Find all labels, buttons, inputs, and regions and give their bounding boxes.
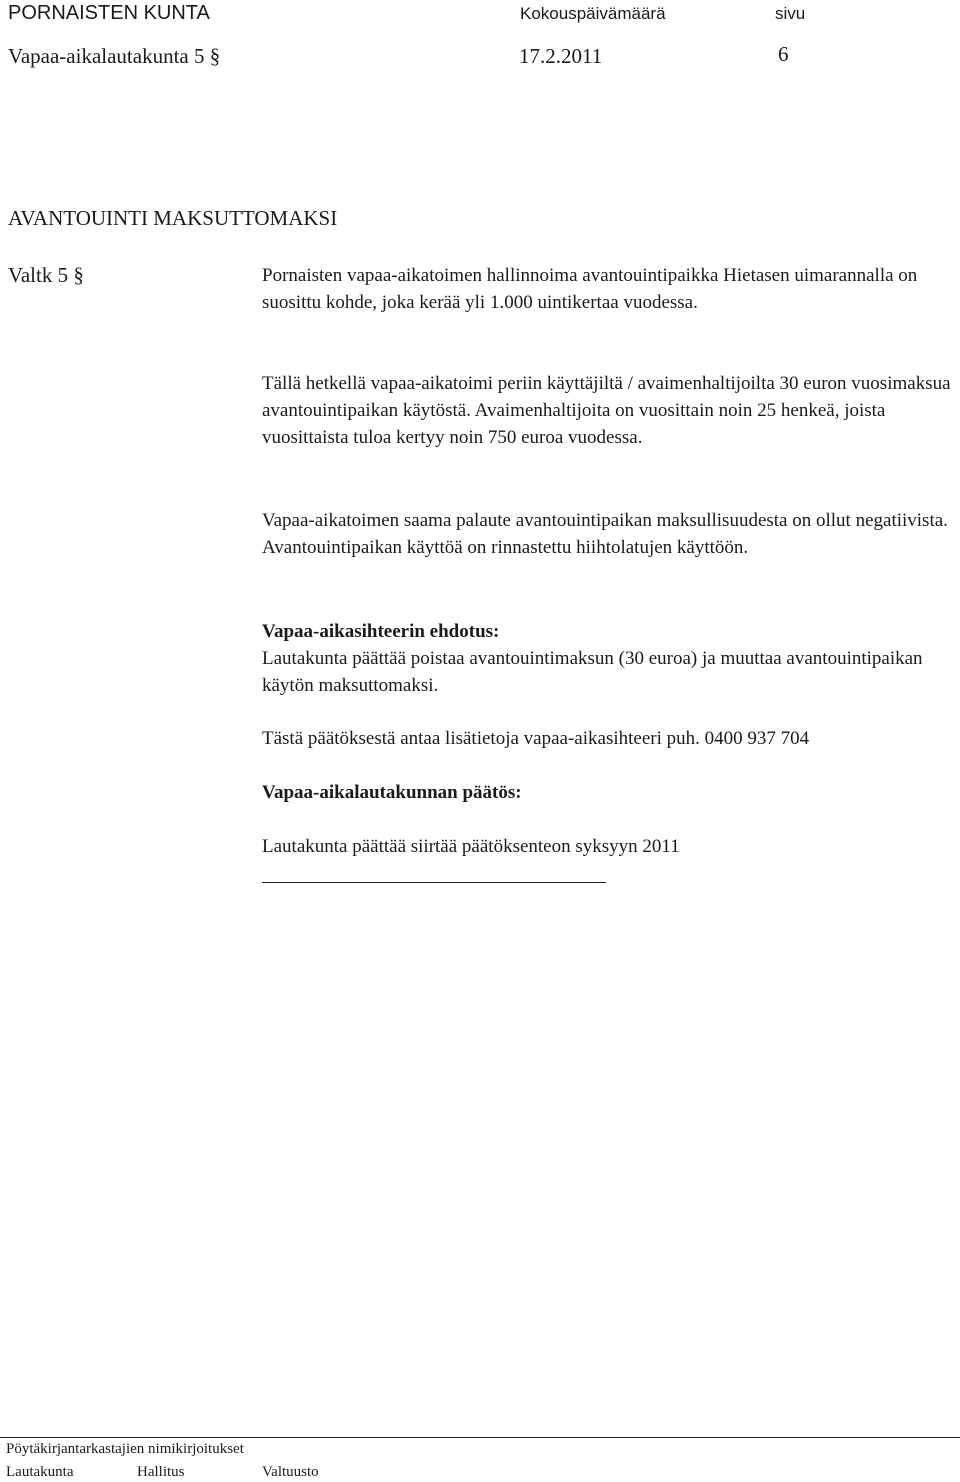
proposal-heading: Vapaa-aikasihteerin ehdotus: [262, 621, 500, 642]
footer-divider [0, 1437, 960, 1438]
section-reference: Valtk 5 § [8, 263, 84, 287]
contact-info-text: Tästä päätöksestä antaa lisätietoja vapaa-aikasihteeri puh. 0400 937 704 [262, 728, 810, 749]
meeting-date: 17.2.2011 [519, 44, 603, 68]
footer-body-lautakunta: Lautakunta [6, 1464, 74, 1480]
body-paragraph-1 [262, 262, 954, 316]
paragraph-text: Tällä hetkellä vapaa-aikatoimi periin käyttäjiltä / avaimenhaltijoilta 30 euron vuosimaksua avantouintipaikan käytöstä. Avaimenhaltijoita on vuosittain noin 25 henkeä, joista vuosittaista tuloa kertyy noin 750 euroa vuodessa. [262, 373, 951, 448]
paragraph-text: Pornaisten vapaa-aikatoimen hallinnoima avantouintipaikka Hietasen uimarannalla on suosittu kohde, joka kerää yli 1.000 uintikertaa vuodessa. [262, 265, 918, 313]
footer-body-valtuusto: Valtuusto [262, 1464, 319, 1480]
page-number: 6 [778, 42, 789, 66]
page-label: sivu [775, 4, 806, 23]
section-title: AVANTOUINTI MAKSUTTOMAKSI [8, 206, 338, 230]
decision-text: Lautakunta päättää siirtää päätöksenteon syksyyn 2011 [262, 836, 680, 857]
body-paragraph-3 [262, 507, 954, 561]
body-paragraph-2 [262, 370, 954, 451]
footer-body-hallitus: Hallitus [137, 1464, 185, 1480]
decision-heading: Vapaa-aikalautakunnan päätös: [262, 782, 522, 803]
committee-name: Vapaa-aikalautakunta 5 § [8, 44, 221, 68]
footer-signatures-label: Pöytäkirjantarkastajien nimikirjoitukset [6, 1441, 244, 1457]
proposal-text: Lautakunta päättää poistaa avantouintimaksun (30 euroa) ja muuttaa avantouintipaikan käytön maksuttomaksi. [262, 648, 923, 696]
organization-name: PORNAISTEN KUNTA [8, 2, 210, 24]
paragraph-text: Vapaa-aikatoimen saama palaute avantouintipaikan maksullisuudesta on ollut negatiivista. Avantouintipaikan käyttöä on rinnastettu hiihtolatujen käyttöön. [262, 510, 948, 558]
signature-line [262, 882, 606, 883]
meeting-date-label: Kokouspäivämäärä [520, 4, 666, 23]
